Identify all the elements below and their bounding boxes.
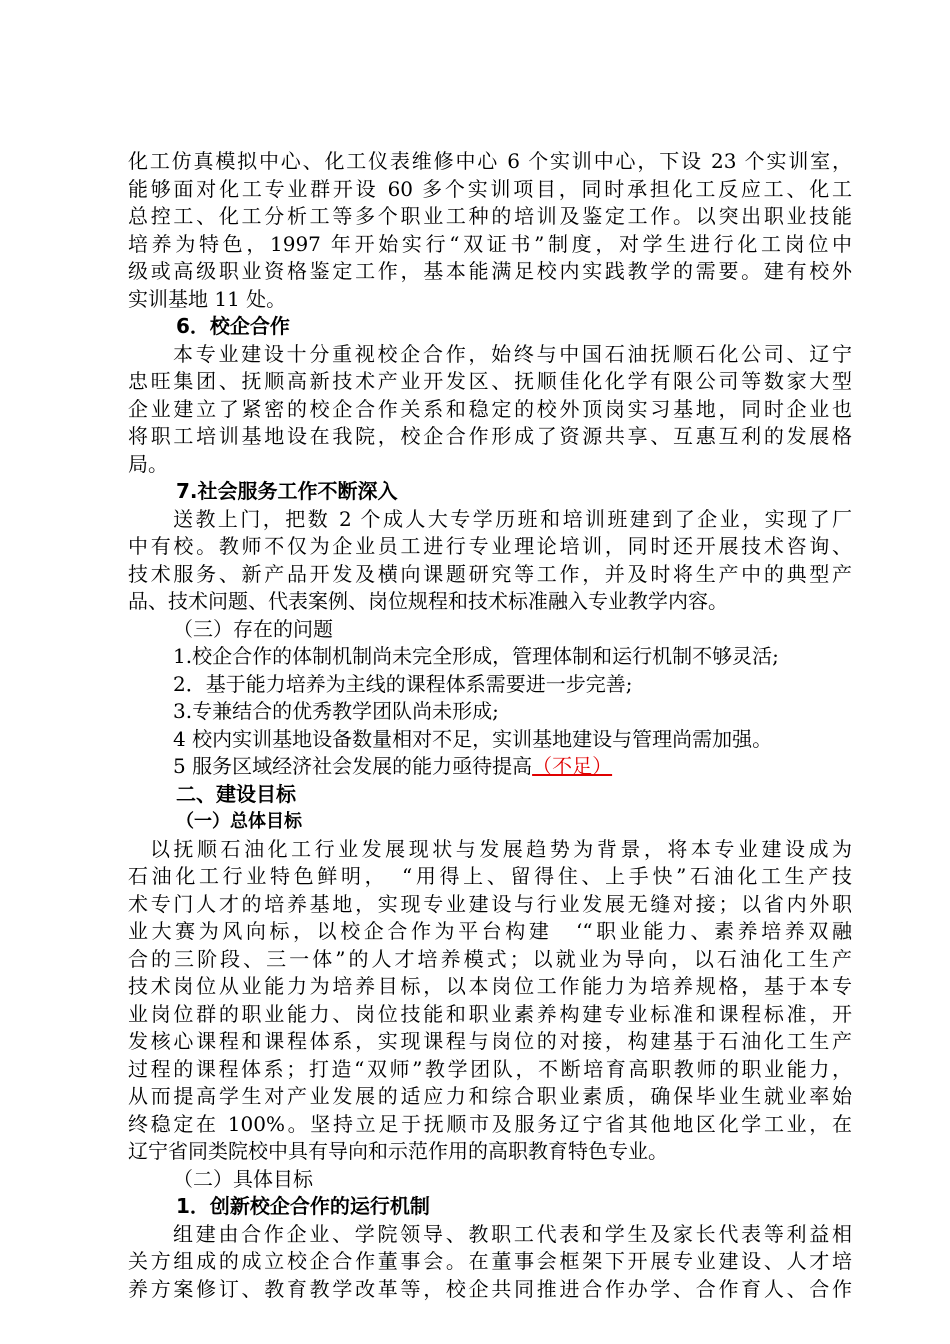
text-line: 品、技术问题、代表案例、岗位规程和技术标准融入专业教学内容。 bbox=[128, 589, 728, 613]
subsection-heading: （一）总体目标 bbox=[176, 811, 302, 832]
text-line: 级或高级职业资格鉴定工作，基本能满足校内实践教学的需要。建有校外 bbox=[128, 259, 852, 283]
text-line: 本专业建设十分重视校企合作，始终与中国石油抚顺石化公司、辽宁 bbox=[173, 341, 852, 366]
text-line: 石油化工行业特色鲜明， “用得上、留得住、上手快”石油化工生产技 bbox=[128, 864, 852, 888]
text-line: 中有校。教师不仅为企业员工进行专业理论培训，同时还开展技术咨询、 bbox=[128, 534, 852, 558]
text-line: 总控工、化工分析工等多个职业工种的培训及鉴定工作。以突出职业技能 bbox=[128, 204, 852, 228]
text-line: 送教上门，把数 2 个成人大专学历班和培训班建到了企业，实现了厂 bbox=[173, 506, 852, 531]
subsection-heading: （三）存在的问题 bbox=[173, 616, 333, 641]
text-line: 局。 bbox=[128, 451, 168, 476]
list-item: 2．基于能力培养为主线的课程体系需要进一步完善; bbox=[173, 671, 633, 696]
text-line: 化工仿真模拟中心、化工仪表维修中心 6 个实训中心，下设 23 个实训室， bbox=[128, 149, 852, 173]
list-item: 3.专兼结合的优秀教学团队尚未形成; bbox=[173, 699, 499, 723]
list-item: 4 校内实训基地设备数量相对不足，实训基地建设与管理尚需加强。 bbox=[173, 726, 773, 751]
text-line: 从而提高学生对产业发展的适应力和综合职业素质，确保毕业生就业率始 bbox=[128, 1084, 852, 1108]
text-line: 忠旺集团、抚顺高新技术产业开发区、抚顺佳化化学有限公司等数家大型 bbox=[128, 369, 852, 393]
chapter-heading: 二、建设目标 bbox=[176, 781, 296, 806]
text-line: 辽宁省同类院校中具有导向和示范作用的高职教育特色专业。 bbox=[128, 1139, 668, 1163]
list-item-text: 5 服务区域经济社会发展的能力亟待提高 bbox=[173, 754, 533, 778]
text-line: 技术服务、新产品开发及横向课题研究等工作，并及时将生产中的典型产 bbox=[128, 561, 852, 586]
section-heading: 1．创新校企合作的运行机制 bbox=[176, 1194, 430, 1218]
section-heading: 6．校企合作 bbox=[176, 314, 290, 338]
text-line: 业岗位群的职业能力、岗位技能和职业素养构建专业标准和课程标准，开 bbox=[128, 1001, 852, 1026]
text-line: 业大赛为风向标，以校企合作为平台构建 ‘“职业能力、素养培养双融 bbox=[128, 919, 852, 943]
text-line: 培养为特色，1997 年开始实行“双证书”制度，对学生进行化工岗位中 bbox=[128, 231, 852, 256]
text-line: 养方案修订、教育教学改革等，校企共同推进合作办学、合作育人、合作 bbox=[128, 1276, 852, 1301]
text-line: 企业建立了紧密的校企合作关系和稳定的校外顶岗实习基地，同时企业也 bbox=[128, 396, 852, 421]
text-line: 关方组成的成立校企合作董事会。在董事会框架下开展专业建设、人才培 bbox=[128, 1249, 852, 1273]
subsection-heading: （二）具体目标 bbox=[173, 1166, 313, 1191]
text-line: 合的三阶段、三一体”的人才培养模式；以就业为导向，以石油化工生产 bbox=[128, 946, 852, 971]
text-line: 发核心课程和课程体系，实现课程与岗位的对接，构建基于石油化工生产 bbox=[128, 1029, 852, 1053]
text-line: 终稳定在 100%。坚持立足于抚顺市及服务辽宁省其他地区化学工业，在 bbox=[128, 1111, 852, 1136]
annotation-note: （不足） bbox=[532, 754, 613, 778]
text-line: 将职工培训基地设在我院，校企合作形成了资源共享、互惠互利的发展格 bbox=[128, 424, 852, 448]
list-item bbox=[128, 753, 852, 781]
text-line: 过程的课程体系；打造“双师”教学团队，不断培育高职教师的职业能力， bbox=[128, 1056, 852, 1081]
text-line: 技术岗位从业能力为培养目标，以本岗位工作能力为培养规格，基于本专 bbox=[128, 974, 852, 998]
document-page bbox=[128, 148, 852, 1303]
text-line: 术专门人才的培养基地，实现专业建设与行业发展无缝对接；以省内外职 bbox=[128, 891, 852, 916]
text-line: 实训基地 11 处。 bbox=[128, 286, 287, 311]
text-line: 以抚顺石油化工行业发展现状与发展趋势为背景，将本专业建设成为 bbox=[150, 836, 852, 861]
text-line: 组建由合作企业、学院领导、教职工代表和学生及家长代表等利益相 bbox=[173, 1221, 852, 1246]
list-item: 1.校企合作的体制机制尚未完全形成，管理体制和运行机制不够灵活; bbox=[173, 644, 779, 668]
text-line: 能够面对化工专业群开设 60 多个实训项目，同时承担化工反应工、化工 bbox=[128, 176, 852, 201]
section-heading: 7.社会服务工作不断深入 bbox=[176, 479, 398, 503]
